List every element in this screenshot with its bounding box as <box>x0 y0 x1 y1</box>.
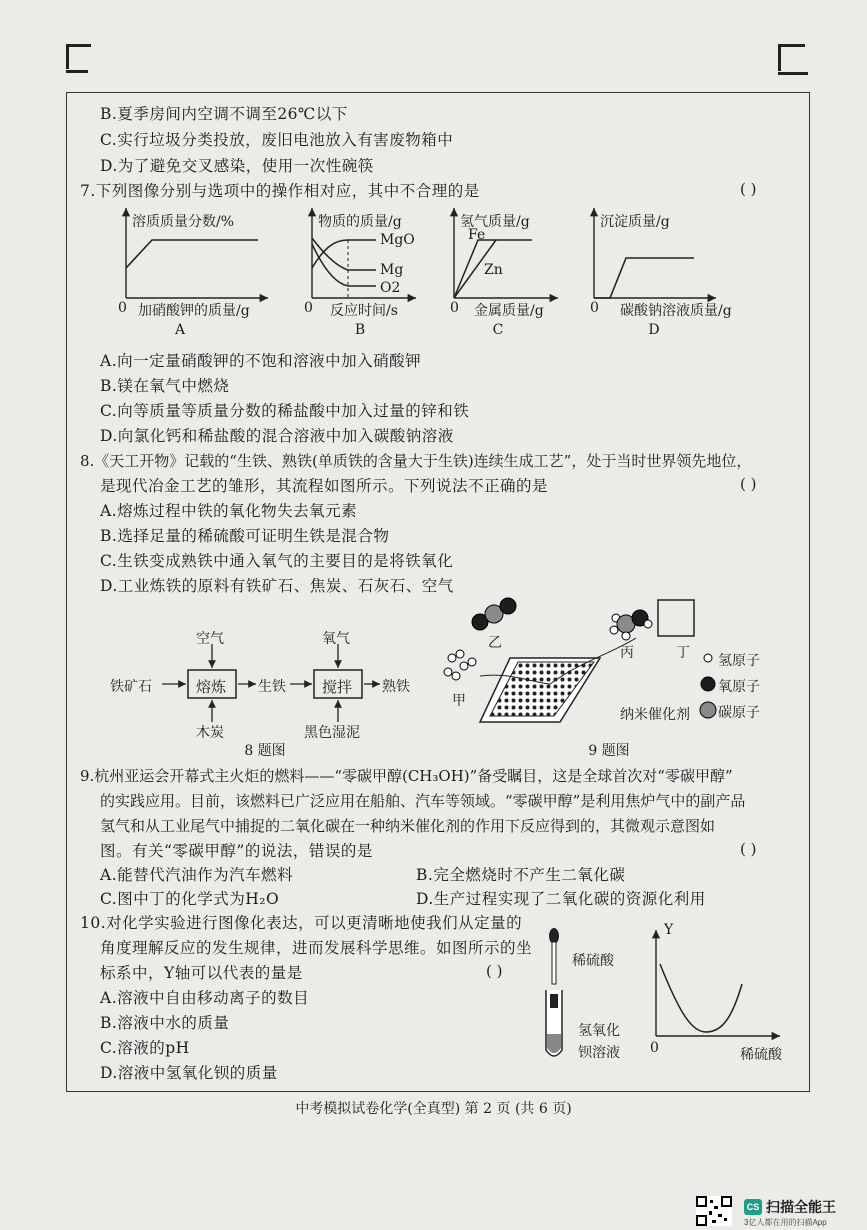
q6-option-b: B.夏季房间内空调不调至26℃以下 <box>100 105 348 123</box>
q7d-xlabel: 碳酸钠溶液质量/g <box>620 303 732 319</box>
q10-stem-line3: 标系中，Y轴可以代表的量是 <box>100 964 303 982</box>
flow-input-air: 空气 <box>196 631 224 647</box>
q9-stem-line2: 的实践应用。目前，该燃料已广泛应用在船舶、汽车等领域。“零碳甲醇”是利用焦炉气中的副产品 <box>100 792 746 810</box>
q10-option-b: B.溶液中水的质量 <box>100 1014 230 1032</box>
flow-start-ore: 铁矿石 <box>110 679 152 695</box>
q8-answer-paren: ( ) <box>740 475 757 493</box>
q9-stem-line4: 图。有关“零碳甲醇”的说法，错误的是 <box>100 842 373 860</box>
q9-answer-paren: ( ) <box>740 840 757 858</box>
q9-legend-oxygen: 氧原子 <box>718 679 760 695</box>
q9-option-c: C.图中丁的化学式为H₂O <box>100 890 280 908</box>
flow-input-oxygen: 氧气 <box>322 631 350 647</box>
flow-box-stir-label: 搅拌 <box>322 678 353 696</box>
cs-logo-icon: CS <box>744 1199 762 1215</box>
q7b-letter: B <box>354 322 366 338</box>
q10-graph <box>650 924 790 1044</box>
corner-mark-left <box>66 44 91 69</box>
q8-option-a: A.熔炼过程中铁的氧化物失去氧元素 <box>100 502 358 520</box>
flow-below-charcoal: 木炭 <box>196 725 224 741</box>
scanner-tagline: 3亿人都在用的扫描App <box>744 1218 827 1227</box>
q8-option-d: D.工业炼铁的原料有铁矿石、焦炭、石灰石、空气 <box>100 577 454 595</box>
corner-mark-right-bottom <box>778 72 808 75</box>
q10-stem-line2: 角度理解反应的发生规律，进而发展科学思维。如图所示的坐 <box>100 939 533 957</box>
q9-stem-line1: 9.杭州亚运会开幕式主火炬的燃料——“零碳甲醇(CH₃OH)”备受瞩目，这是全球首次对“零碳甲醇” <box>80 767 733 785</box>
qr-code <box>696 1196 732 1226</box>
q10-apparatus <box>540 924 580 1064</box>
q9-option-b: B.完全燃烧时不产生二氧化碳 <box>416 866 626 884</box>
q10-answer-paren: ( ) <box>486 962 503 980</box>
q9-label-yi: 乙 <box>488 635 502 651</box>
q10-stem-line1: 10.对化学实验进行图像化表达，可以更清晰地使我们从定量的 <box>80 914 523 932</box>
q9-legend-carbon: 碳原子 <box>718 705 760 721</box>
flow-end-wrought-iron: 熟铁 <box>382 679 410 695</box>
q7d-ylabel: 沉淀质量/g <box>600 214 670 230</box>
q10-tube-label-1: 氢氧化 <box>578 1023 620 1039</box>
q7b-origin: 0 <box>304 300 313 316</box>
q9-stem-line3: 氢气和从工业尾气中捕捉的二氧化碳在一种纳米催化剂的作用下反应得到的，其微观示意图如 <box>100 817 716 835</box>
flow-mid-pig-iron: 生铁 <box>258 679 286 695</box>
q9-option-a: A.能替代汽油作为汽车燃料 <box>100 866 294 884</box>
q7c-curve-fe: Fe <box>468 227 486 243</box>
q8-stem-line1: 8.《天工开物》记载的“生铁、熟铁(单质铁的含量大于生铁)连续生成工艺”，处于当时世界领先地位， <box>80 452 752 470</box>
q7c-ylabel: 氢气质量/g <box>460 214 530 230</box>
q7-option-a: A.向一定量硝酸钾的不饱和溶液中加入硝酸钾 <box>100 352 422 370</box>
q6-option-c: C.实行垃圾分类投放，废旧电池放入有害废物箱中 <box>100 131 454 149</box>
q6-option-d: D.为了避免交叉感染，使用一次性碗筷 <box>100 157 374 175</box>
q9-label-bing: 丙 <box>620 645 634 661</box>
q7a-origin: 0 <box>118 300 127 316</box>
flow-box-smelt-label: 熔炼 <box>196 678 227 696</box>
q9-ding-box <box>658 600 694 636</box>
q10-option-a: A.溶液中自由移动离子的数目 <box>100 989 310 1007</box>
q7b-mgo-curve <box>312 240 376 268</box>
q9-label-ding: 丁 <box>676 645 690 661</box>
q7a-ylabel: 溶质质量分数/% <box>132 214 235 230</box>
q7c-curve-zn: Zn <box>484 262 503 278</box>
q7d-origin: 0 <box>590 300 599 316</box>
q10-option-c: C.溶液的pH <box>100 1039 190 1057</box>
corner-mark-left-bottom <box>66 70 88 73</box>
page-footer: 中考模拟试卷化学(全真型) 第 2 页 (共 6 页) <box>295 1101 572 1117</box>
q10-y-axis-label: Y <box>664 922 674 938</box>
scanner-brand: 扫描全能王 <box>766 1199 836 1215</box>
q7c-xlabel: 金属质量/g <box>474 303 544 319</box>
q10-origin: 0 <box>650 1040 659 1056</box>
q7c-origin: 0 <box>450 300 459 316</box>
q7a-curve <box>126 240 258 268</box>
q7c-letter: C <box>492 322 504 338</box>
q9-catalyst-label: 纳米催化剂 <box>620 707 690 723</box>
corner-mark-right <box>778 44 805 71</box>
q8-stem-line2: 是现代冶金工艺的雏形，其流程如图所示。下列说法不正确的是 <box>100 477 549 495</box>
q10-x-axis-label: 稀硫酸 <box>740 1047 782 1063</box>
q9-figure-caption: 9 题图 <box>588 743 630 759</box>
scanner-watermark <box>744 1197 862 1227</box>
q8-option-c: C.生铁变成熟铁中通入氧气的主要目的是将铁氧化 <box>100 552 454 570</box>
q7-answer-paren: ( ) <box>740 180 757 198</box>
q7a-letter: A <box>174 322 186 338</box>
q7d-curve <box>594 258 694 298</box>
dropper-tube <box>552 942 556 984</box>
q7d-letter: D <box>648 322 660 338</box>
q8-figure-caption: 8 题图 <box>244 743 286 759</box>
q10-curve <box>660 964 742 1032</box>
q7-option-c: C.向等质量等质量分数的稀盐酸中加入过量的锌和铁 <box>100 402 470 420</box>
q10-dropper-label: 稀硫酸 <box>572 953 614 969</box>
q7b-xlabel: 反应时间/s <box>330 303 398 319</box>
q7b-curve-mg: Mg <box>380 262 404 278</box>
q9-legend-hydrogen: 氢原子 <box>718 653 760 669</box>
q7-option-d: D.向氯化钙和稀盐酸的混合溶液中加入碳酸钠溶液 <box>100 427 454 445</box>
q7-option-b: B.镁在氧气中燃烧 <box>100 377 230 395</box>
q7a-xlabel: 加硝酸钾的质量/g <box>138 303 250 319</box>
q7-stem: 7.下列图像分别与选项中的操作相对应，其中不合理的是 <box>80 182 480 200</box>
q7b-ylabel: 物质的质量/g <box>318 214 402 230</box>
q7b-curve-mgo: MgO <box>380 232 415 248</box>
q10-option-d: D.溶液中氢氧化钡的质量 <box>100 1064 278 1082</box>
q7b-curve-o2: O2 <box>380 280 401 296</box>
q8-option-b: B.选择足量的稀硫酸可证明生铁是混合物 <box>100 527 390 545</box>
flow-below-mud: 黑色湿泥 <box>304 725 360 741</box>
q9-label-jia: 甲 <box>452 693 466 709</box>
q10-tube-label-2: 钡溶液 <box>578 1045 620 1061</box>
q9-option-d: D.生产过程实现了二氧化碳的资源化利用 <box>416 890 706 908</box>
